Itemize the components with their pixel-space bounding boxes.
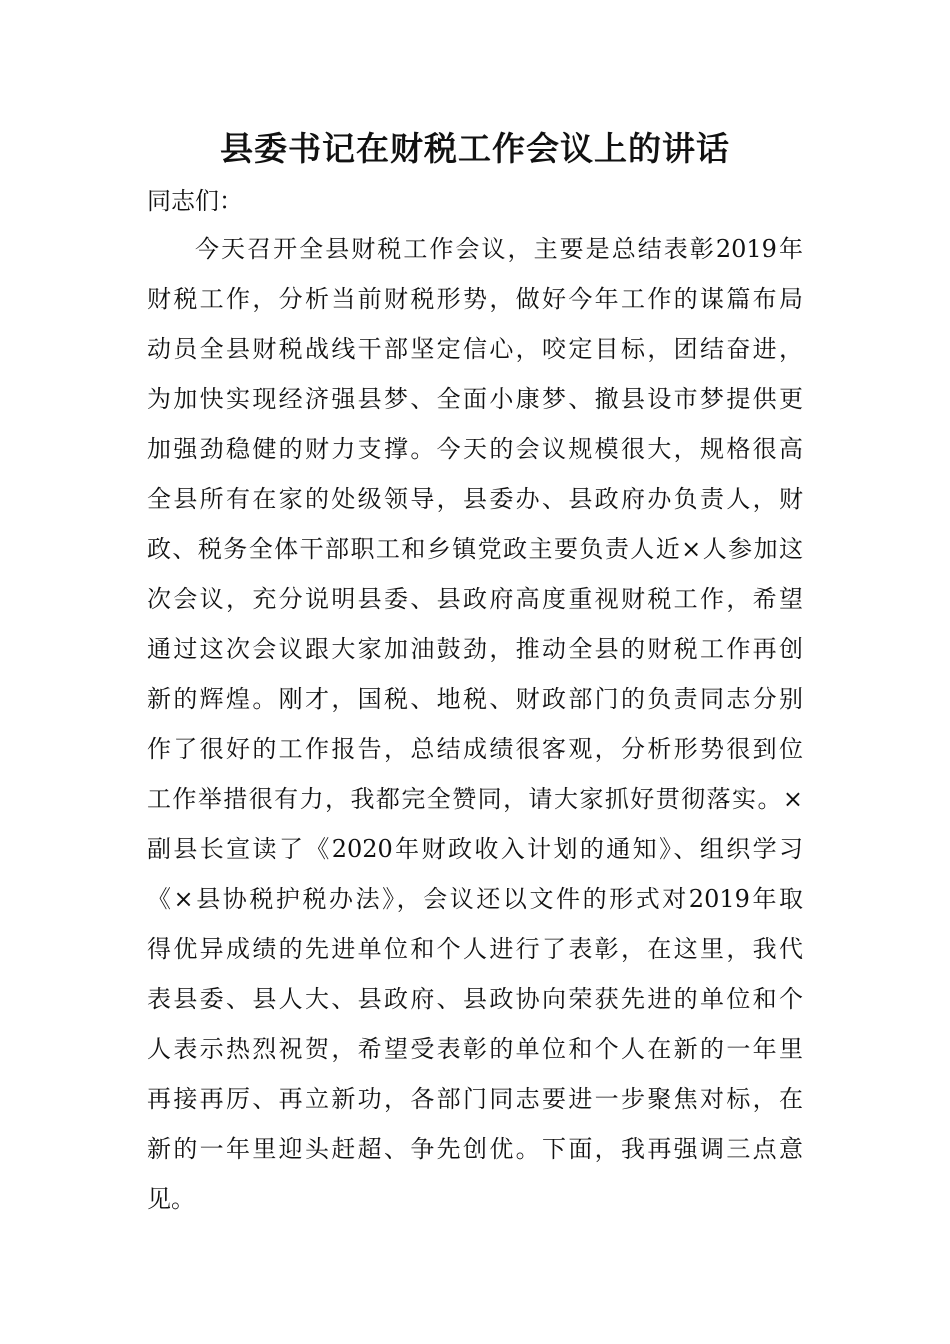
body-line: 财税工作，分析当前财税形势，做好今年工作的谋篇布局 [147, 285, 803, 313]
body-line: 全县所有在家的处级领导，县委办、县政府办负责人，财 [147, 485, 803, 513]
body-line: 作了很好的工作报告，总结成绩很客观，分析形势很到位 [147, 735, 803, 763]
body-line: 工作举措很有力，我都完全赞同，请大家抓好贯彻落实。× [147, 785, 803, 813]
body-line: 《×县协税护税办法》，会议还以文件的形式对2019年取 [147, 885, 803, 913]
body-line: 加强劲稳健的财力支撑。今天的会议规模很大，规格很高 [147, 435, 803, 463]
body-line: 副县长宣读了《2020年财政收入计划的通知》、组织学习 [147, 835, 803, 863]
body-line: 得优异成绩的先进单位和个人进行了表彰，在这里，我代 [147, 935, 803, 963]
document-title: 县委书记在财税工作会议上的讲话 [220, 129, 730, 168]
body-line: 动员全县财税战线干部坚定信心，咬定目标，团结奋进， [147, 335, 803, 363]
salutation: 同志们： [147, 187, 243, 215]
body-line: 新的一年里迎头赶超、争先创优。下面，我再强调三点意 [147, 1135, 803, 1163]
body-line: 政、税务全体干部职工和乡镇党政主要负责人近×人参加这 [147, 535, 803, 563]
body-line: 次会议，充分说明县委、县政府高度重视财税工作，希望 [147, 585, 803, 613]
body-line: 为加快实现经济强县梦、全面小康梦、撤县设市梦提供更 [147, 385, 803, 413]
body-line: 见。 [147, 1185, 195, 1213]
body-line: 表县委、县人大、县政府、县政协向荣获先进的单位和个 [147, 985, 803, 1013]
body-line: 人表示热烈祝贺，希望受表彰的单位和个人在新的一年里 [147, 1035, 803, 1063]
body-line: 通过这次会议跟大家加油鼓劲，推动全县的财税工作再创 [147, 635, 803, 663]
body-line: 今天召开全县财税工作会议，主要是总结表彰2019年 [195, 235, 803, 263]
body-line: 新的辉煌。刚才，国税、地税、财政部门的负责同志分别 [147, 685, 803, 713]
body-line: 再接再厉、再立新功，各部门同志要进一步聚焦对标，在 [147, 1085, 803, 1113]
